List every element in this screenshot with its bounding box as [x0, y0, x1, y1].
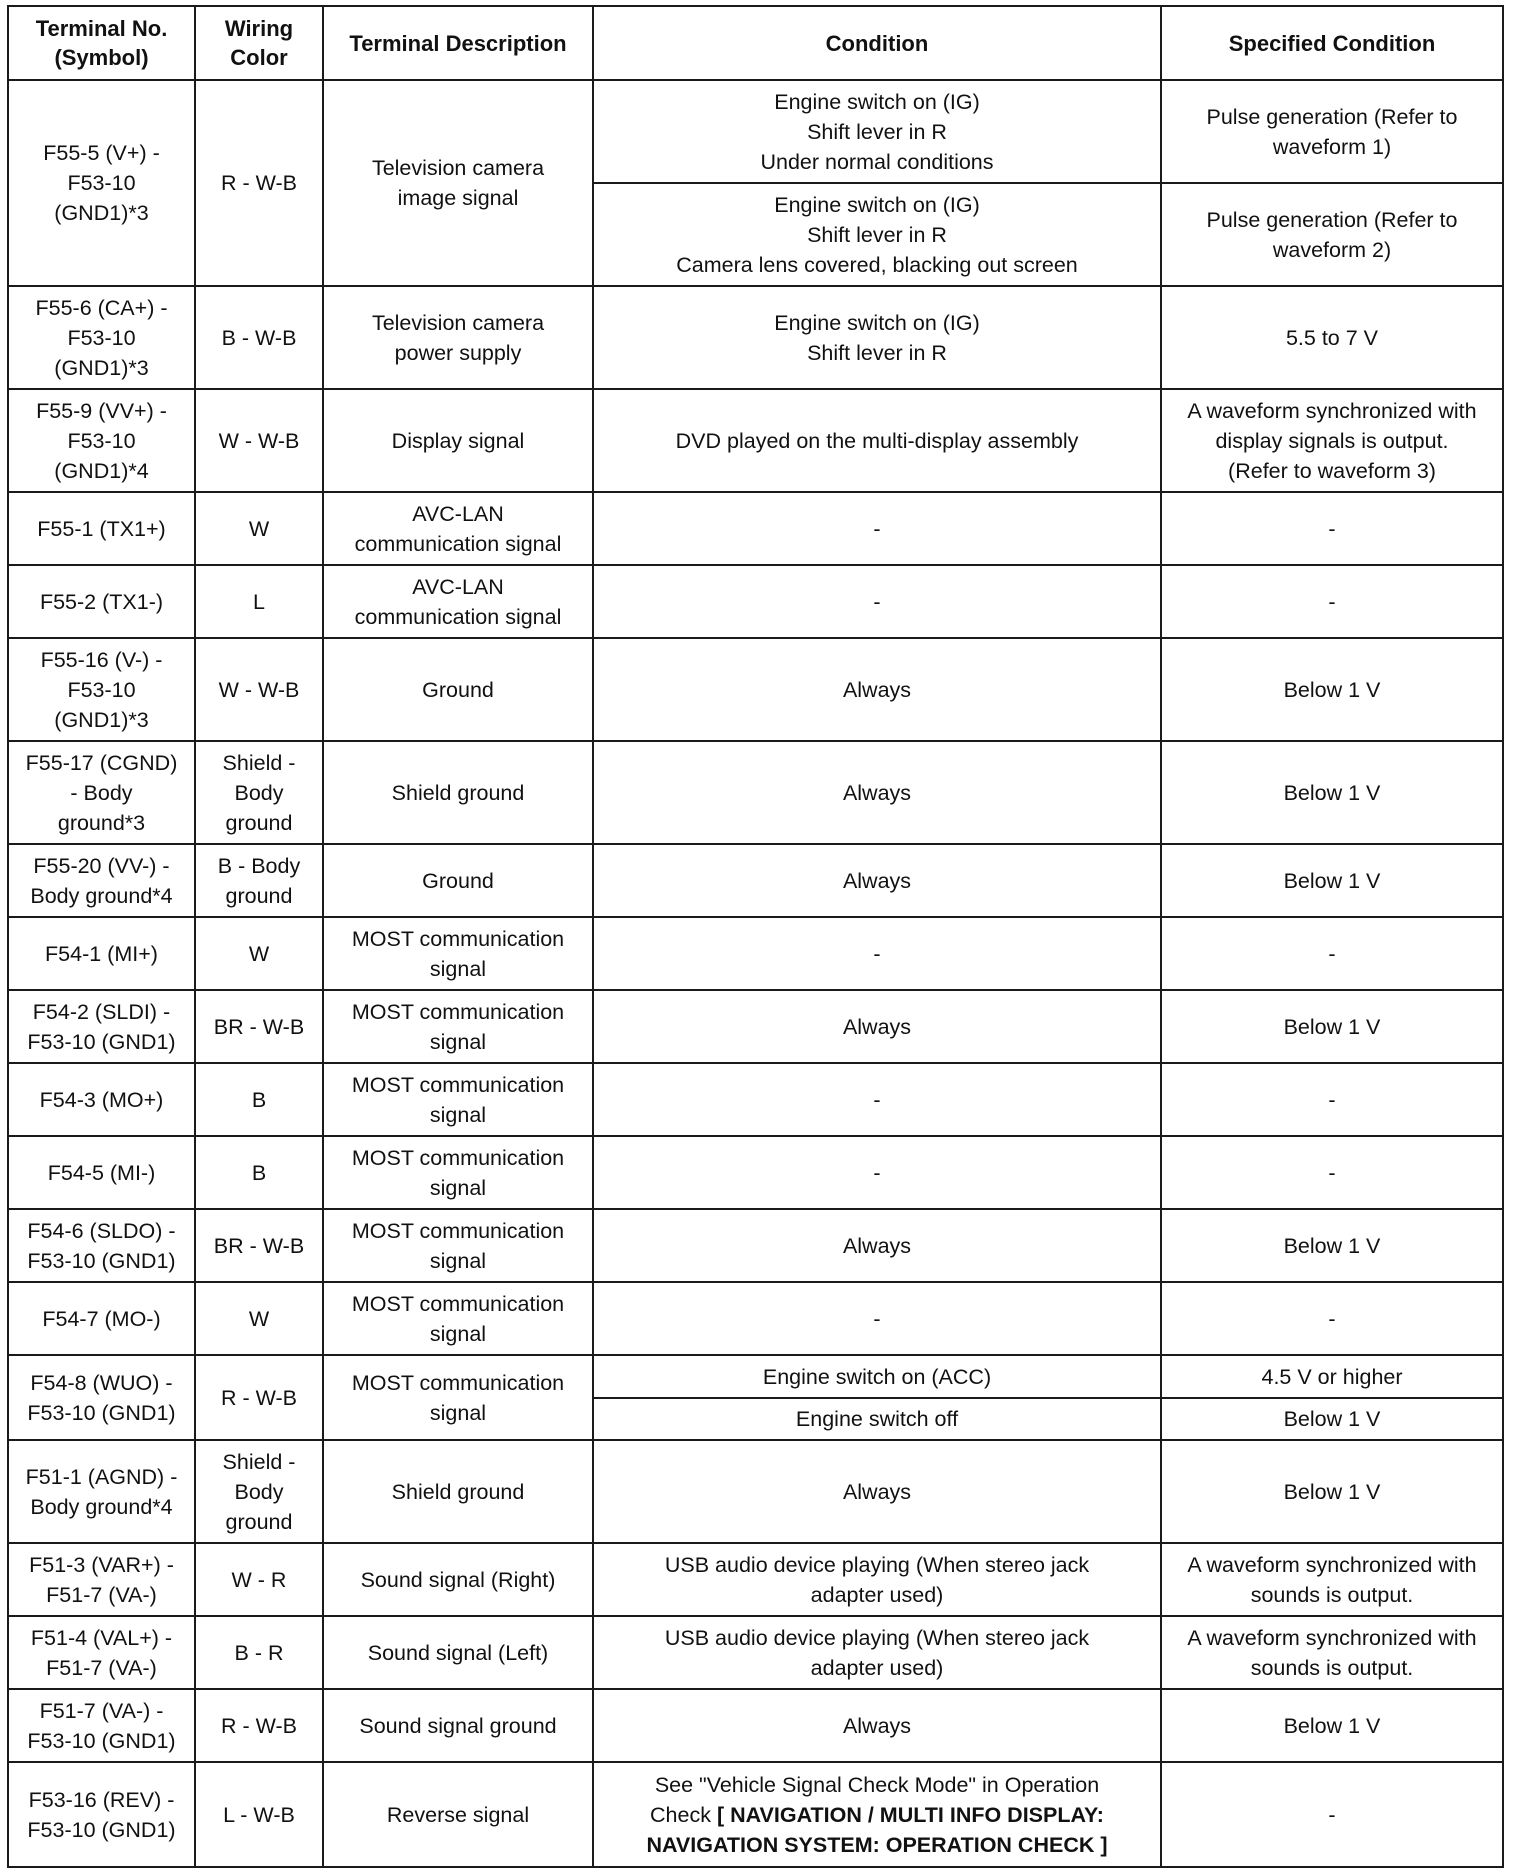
wiring-cell: Shield - Body ground [195, 741, 323, 844]
terminal-cell: F55-20 (VV-) - Body ground*4 [8, 844, 195, 917]
wiring-cell: L - W-B [195, 1762, 323, 1867]
table-row [8, 1543, 1503, 1616]
terminal-cell: F53-16 (REV) - F53-10 (GND1) [8, 1762, 195, 1867]
specified-cell: - [1161, 492, 1503, 565]
terminal-spec-document [7, 5, 1502, 1868]
table-row [8, 844, 1503, 917]
table-row [8, 917, 1503, 990]
table-row [8, 1440, 1503, 1543]
condition-cell: Always [593, 1440, 1161, 1543]
specified-cell: Below 1 V [1161, 990, 1503, 1063]
header-terminal: Terminal No. (Symbol) [8, 6, 195, 80]
terminal-cell: F54-7 (MO-) [8, 1282, 195, 1355]
specified-cell: Below 1 V [1161, 1209, 1503, 1282]
specified-cell: - [1161, 1063, 1503, 1136]
specified-cell: Pulse generation (Refer to waveform 1) [1161, 80, 1503, 183]
description-cell: Sound signal (Right) [323, 1543, 593, 1616]
terminal-cell: F55-9 (VV+) - F53-10 (GND1)*4 [8, 389, 195, 492]
wiring-cell: B - Body ground [195, 844, 323, 917]
condition-cell: Engine switch off [593, 1398, 1161, 1440]
wiring-cell: BR - W-B [195, 1209, 323, 1282]
wiring-cell: L [195, 565, 323, 638]
specified-cell: Below 1 V [1161, 844, 1503, 917]
table-header-row [8, 6, 1503, 80]
terminal-cell: F51-7 (VA-) - F53-10 (GND1) [8, 1689, 195, 1762]
specified-cell: - [1161, 1762, 1503, 1867]
specified-cell: Below 1 V [1161, 1398, 1503, 1440]
condition-cell [593, 1762, 1161, 1867]
terminal-cell: F54-3 (MO+) [8, 1063, 195, 1136]
condition-cell: - [593, 492, 1161, 565]
table-row [8, 1063, 1503, 1136]
description-cell: Ground [323, 638, 593, 741]
description-cell: Display signal [323, 389, 593, 492]
description-cell: MOST communication signal [323, 990, 593, 1063]
terminal-cell: F51-1 (AGND) - Body ground*4 [8, 1440, 195, 1543]
specified-cell: - [1161, 1136, 1503, 1209]
specified-cell: 5.5 to 7 V [1161, 286, 1503, 389]
description-cell: AVC-LAN communication signal [323, 565, 593, 638]
table-row [8, 565, 1503, 638]
wiring-cell: R - W-B [195, 1355, 323, 1440]
specified-cell: Below 1 V [1161, 1689, 1503, 1762]
terminal-cell: F55-1 (TX1+) [8, 492, 195, 565]
description-cell: Shield ground [323, 1440, 593, 1543]
table-row [8, 492, 1503, 565]
terminal-cell: F55-2 (TX1-) [8, 565, 195, 638]
table-row [8, 1209, 1503, 1282]
condition-cell: Engine switch on (IG) Shift lever in R [593, 286, 1161, 389]
condition-cell: - [593, 1136, 1161, 1209]
wiring-cell: W - W-B [195, 389, 323, 492]
table-row [8, 741, 1503, 844]
description-cell: Television camera power supply [323, 286, 593, 389]
description-cell: Television camera image signal [323, 80, 593, 286]
wiring-cell: R - W-B [195, 80, 323, 286]
description-cell: Sound signal (Left) [323, 1616, 593, 1689]
terminal-cell: F54-2 (SLDI) - F53-10 (GND1) [8, 990, 195, 1063]
table-row [8, 1689, 1503, 1762]
description-cell: Reverse signal [323, 1762, 593, 1867]
condition-cell: USB audio device playing (When stereo jack adapter used) [593, 1543, 1161, 1616]
specified-cell: - [1161, 1282, 1503, 1355]
wiring-cell: B - W-B [195, 286, 323, 389]
wiring-cell: W [195, 1282, 323, 1355]
description-cell: MOST communication signal [323, 1282, 593, 1355]
description-cell: Shield ground [323, 741, 593, 844]
specified-cell: A waveform synchronized with sounds is output. [1161, 1616, 1503, 1689]
condition-cell: - [593, 917, 1161, 990]
description-cell: AVC-LAN communication signal [323, 492, 593, 565]
header-condition: Condition [593, 6, 1161, 80]
terminal-cell: F55-6 (CA+) - F53-10 (GND1)*3 [8, 286, 195, 389]
table-row [8, 389, 1503, 492]
description-cell: MOST communication signal [323, 1063, 593, 1136]
table-row [8, 1355, 1503, 1398]
wiring-cell: W [195, 917, 323, 990]
condition-cell: Always [593, 1209, 1161, 1282]
terminal-cell: F54-8 (WUO) - F53-10 (GND1) [8, 1355, 195, 1440]
description-cell: Sound signal ground [323, 1689, 593, 1762]
table-row [8, 1762, 1503, 1867]
condition-cell: Always [593, 741, 1161, 844]
wiring-cell: B - R [195, 1616, 323, 1689]
specified-cell: Pulse generation (Refer to waveform 2) [1161, 183, 1503, 286]
terminal-cell: F54-5 (MI-) [8, 1136, 195, 1209]
table-row [8, 286, 1503, 389]
specified-cell: 4.5 V or higher [1161, 1355, 1503, 1398]
condition-text: See "Vehicle Signal Check Mode" in Operation Check [650, 1772, 1100, 1827]
condition-cell: Engine switch on (IG) Shift lever in R Camera lens covered, blacking out screen [593, 183, 1161, 286]
description-cell: MOST communication signal [323, 917, 593, 990]
specified-cell: - [1161, 565, 1503, 638]
condition-cell: DVD played on the multi-display assembly [593, 389, 1161, 492]
terminal-cell: F55-17 (CGND) - Body ground*3 [8, 741, 195, 844]
header-terminal-description: Terminal Description [323, 6, 593, 80]
condition-cell: - [593, 565, 1161, 638]
description-cell: MOST communication signal [323, 1209, 593, 1282]
specified-cell: A waveform synchronized with display signals is output. (Refer to waveform 3) [1161, 389, 1503, 492]
specified-cell: - [1161, 917, 1503, 990]
condition-cell: Engine switch on (ACC) [593, 1355, 1161, 1398]
wiring-cell: R - W-B [195, 1689, 323, 1762]
description-cell: MOST communication signal [323, 1136, 593, 1209]
table-row [8, 1136, 1503, 1209]
condition-cell: - [593, 1063, 1161, 1136]
wiring-cell: B [195, 1063, 323, 1136]
condition-cell: Engine switch on (IG) Shift lever in R Under normal conditions [593, 80, 1161, 183]
description-cell: Ground [323, 844, 593, 917]
operation-check-link[interactable]: [ NAVIGATION / MULTI INFO DISPLAY: NAVIGATION SYSTEM: OPERATION CHECK ] [646, 1802, 1108, 1857]
table-row [8, 1282, 1503, 1355]
terminal-cell: F55-5 (V+) - F53-10 (GND1)*3 [8, 80, 195, 286]
terminal-cell: F55-16 (V-) - F53-10 (GND1)*3 [8, 638, 195, 741]
terminal-cell: F51-4 (VAL+) - F51-7 (VA-) [8, 1616, 195, 1689]
specified-cell: Below 1 V [1161, 741, 1503, 844]
wiring-cell: B [195, 1136, 323, 1209]
terminal-cell: F54-6 (SLDO) - F53-10 (GND1) [8, 1209, 195, 1282]
table-row [8, 1616, 1503, 1689]
condition-cell: - [593, 1282, 1161, 1355]
terminal-spec-table [7, 5, 1504, 1868]
header-specified-condition: Specified Condition [1161, 6, 1503, 80]
terminal-cell: F54-1 (MI+) [8, 917, 195, 990]
wiring-cell: BR - W-B [195, 990, 323, 1063]
condition-cell: Always [593, 990, 1161, 1063]
specified-cell: A waveform synchronized with sounds is output. [1161, 1543, 1503, 1616]
condition-cell: Always [593, 638, 1161, 741]
condition-cell: Always [593, 1689, 1161, 1762]
condition-cell: Always [593, 844, 1161, 917]
header-wiring-color: Wiring Color [195, 6, 323, 80]
table-row [8, 638, 1503, 741]
specified-cell: Below 1 V [1161, 1440, 1503, 1543]
wiring-cell: Shield - Body ground [195, 1440, 323, 1543]
specified-cell: Below 1 V [1161, 638, 1503, 741]
wiring-cell: W [195, 492, 323, 565]
terminal-cell: F51-3 (VAR+) - F51-7 (VA-) [8, 1543, 195, 1616]
wiring-cell: W - R [195, 1543, 323, 1616]
table-row [8, 990, 1503, 1063]
table-row [8, 80, 1503, 183]
wiring-cell: W - W-B [195, 638, 323, 741]
description-cell: MOST communication signal [323, 1355, 593, 1440]
condition-cell: USB audio device playing (When stereo jack adapter used) [593, 1616, 1161, 1689]
